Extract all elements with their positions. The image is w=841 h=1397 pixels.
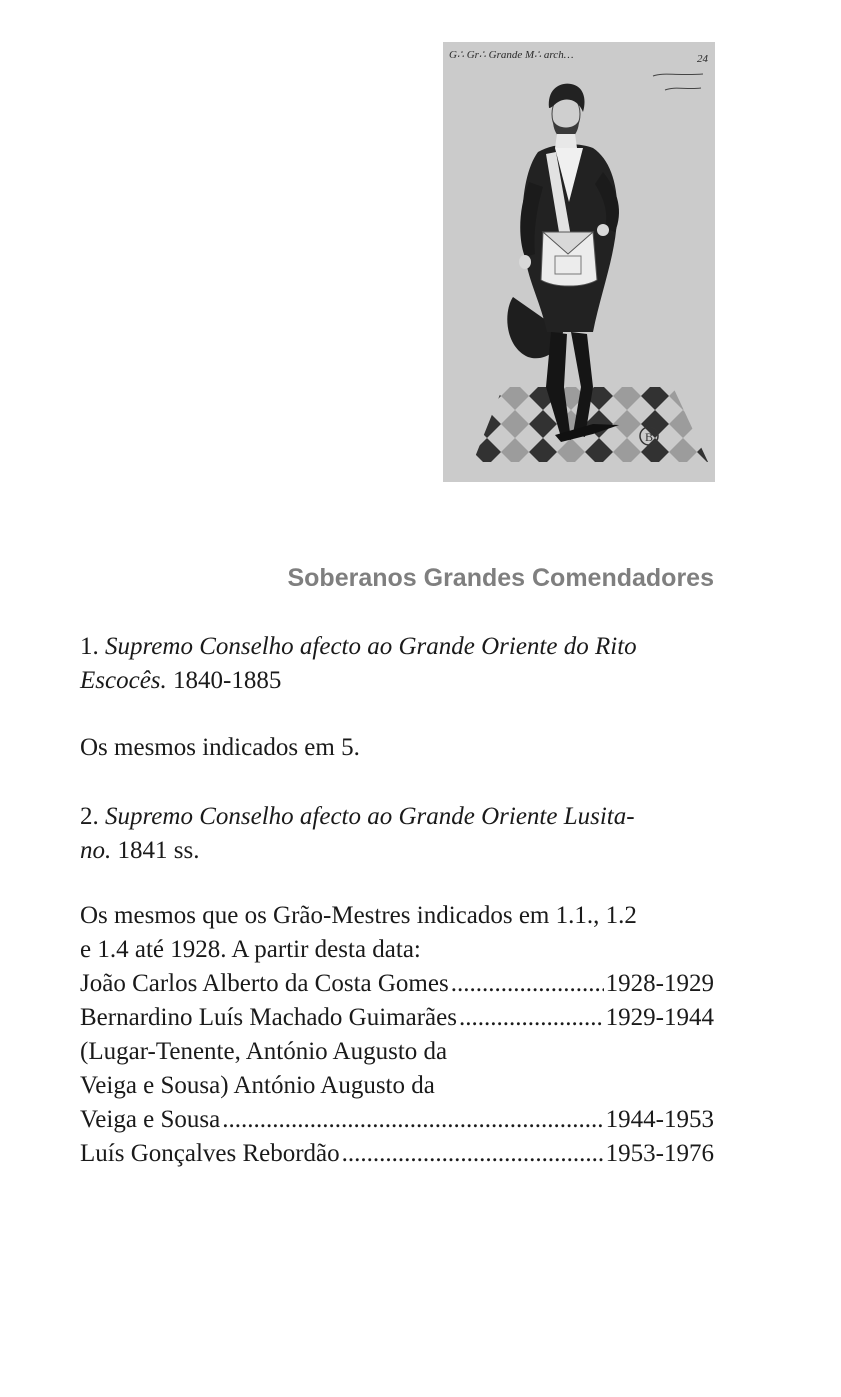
section-2-intro-line1: Os mesmos que os Grão-Mestres indicados em 1.1., 1.2 bbox=[80, 902, 637, 929]
section-2-title-line2: no. bbox=[80, 837, 112, 864]
section-1-title-line2: Escocês. bbox=[80, 667, 167, 694]
handwritten-caption: G∴ Gr∴ Grande M∴ arch… bbox=[449, 49, 574, 61]
portrait-illustration bbox=[443, 42, 715, 482]
commander-entry bbox=[80, 1103, 714, 1137]
commander-years: 1944-1953 bbox=[605, 1106, 714, 1133]
handwritten-page-mark: 24 bbox=[697, 53, 708, 65]
lieutenant-note-line2: Veiga e Sousa) António Augusto da bbox=[80, 1072, 435, 1099]
commander-name: Luís Gonçalves Rebordão bbox=[80, 1140, 340, 1167]
commander-name: Bernardino Luís Machado Guimarães bbox=[80, 1004, 457, 1031]
commander-entry bbox=[80, 1001, 714, 1035]
section-1-title bbox=[80, 630, 714, 698]
commander-years: 1929-1944 bbox=[605, 1004, 714, 1031]
section-2-number: 2. bbox=[80, 803, 99, 830]
section-2-years: 1841 ss. bbox=[117, 837, 200, 864]
section-1-note-text: Os mesmos indicados em 5. bbox=[80, 734, 360, 761]
commander-years: 1953-1976 bbox=[605, 1140, 714, 1167]
stamp-letter: B bbox=[644, 430, 654, 444]
section-1-number: 1. bbox=[80, 633, 99, 660]
section-heading: Soberanos Grandes Comendadores bbox=[287, 564, 714, 592]
leader-dots bbox=[222, 1103, 603, 1137]
commander-name: João Carlos Alberto da Costa Gomes bbox=[80, 970, 449, 997]
commander-years: 1928-1929 bbox=[605, 970, 714, 997]
section-1-note bbox=[80, 731, 714, 765]
lieutenant-note-line1: (Lugar-Tenente, António Augusto da bbox=[80, 1038, 448, 1065]
leader-dots bbox=[459, 1001, 604, 1035]
commander-entry bbox=[80, 967, 714, 1001]
section-1 bbox=[80, 630, 714, 698]
commander-name: Veiga e Sousa bbox=[80, 1106, 221, 1133]
section-2-title bbox=[80, 800, 714, 868]
section-1-title-line1: Supremo Conselho afecto ao Grande Oriente do Rito bbox=[105, 633, 637, 660]
leader-dots bbox=[451, 967, 604, 1001]
section-2 bbox=[80, 800, 714, 868]
section-2-intro-line2: e 1.4 até 1928. A partir desta data: bbox=[80, 936, 421, 963]
commanders-list bbox=[80, 899, 714, 1171]
section-1-years: 1840-1885 bbox=[173, 667, 282, 694]
commander-entry bbox=[80, 1137, 714, 1171]
leader-dots bbox=[342, 1137, 604, 1171]
section-2-title-line1: Supremo Conselho afecto ao Grande Oriente Lusita- bbox=[105, 803, 635, 830]
